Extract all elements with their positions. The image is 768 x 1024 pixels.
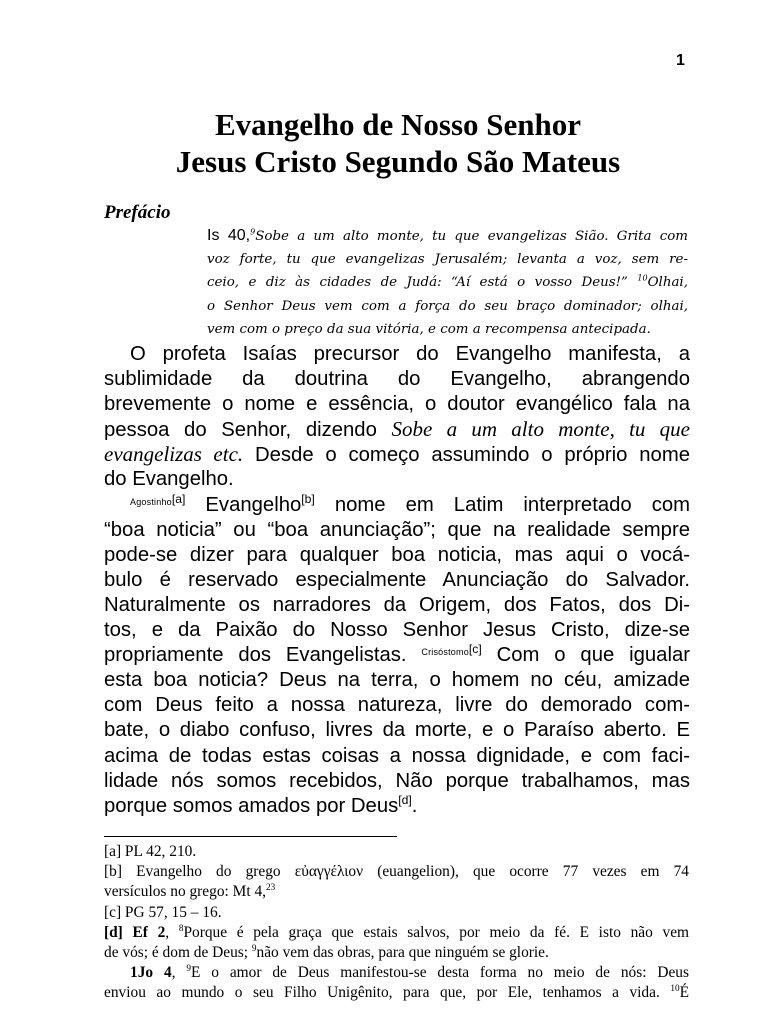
- body-text: [104, 342, 690, 819]
- body-text-span: esta boa noticia? Deus na terra, o homem no céu, amizade: [104, 669, 690, 692]
- footnote-b: [104, 862, 689, 882]
- footnote-ref-a[interactable]: [a]: [171, 491, 186, 506]
- verse-number: 9: [250, 227, 256, 237]
- body-text-span: sublimidade da doutrina do Evangelho, abrangendo: [104, 368, 690, 391]
- body-text-span: pode-se dizer para qualquer boa noticia, mas aqui o vocá-: [104, 543, 690, 566]
- verse-number: 23: [266, 882, 276, 893]
- body-line: [104, 618, 690, 643]
- body-line: [104, 744, 690, 769]
- epigraph-text: o Senhor Deus vem com a força do seu braço dominador; olhai,: [207, 298, 688, 314]
- verse-number: 9: [186, 963, 192, 973]
- body-line: [104, 417, 690, 442]
- body-line: [104, 769, 690, 794]
- footnote-text: E o amor de Deus manifestou-se desta forma no meio de nós: Deus: [191, 964, 689, 982]
- footnote-text: [c] PG 57, 15 – 16.: [104, 903, 222, 921]
- footnote-text: ,: [165, 923, 170, 941]
- verse-number: 10: [637, 273, 648, 283]
- inline-quote: evangelizas etc.: [104, 442, 244, 467]
- author-tag-crisostomo: Crisóstomo: [421, 647, 469, 658]
- body-text-span: “boa noticia” ou “boa anunciação”; que na realidade sempre: [104, 518, 690, 541]
- body-text-span: acima de todas estas coisas a nossa dignidade, e com faci-: [104, 744, 690, 767]
- footnote-divider: [104, 836, 397, 837]
- body-text-span: propriamente dos Evangelistas.: [104, 644, 407, 667]
- footnote-d: [104, 923, 689, 943]
- body-line: [104, 342, 690, 367]
- body-text-span: porque somos amados por Deus: [104, 794, 399, 817]
- document-title: [0, 106, 768, 180]
- body-line: [104, 643, 690, 668]
- body-line: [104, 693, 690, 718]
- footnote-text: ,: [171, 964, 176, 982]
- epigraph-line: [207, 248, 688, 272]
- footnote-a: [104, 842, 689, 862]
- footnote-text: [a] PL 42, 210.: [104, 843, 197, 860]
- footnote-text: É: [679, 984, 689, 1002]
- scripture-reference: Is 40,: [207, 227, 251, 244]
- verse-number: 9: [251, 942, 257, 953]
- body-text-span: Naturalmente os narradores da Origem, dos Fatos, dos Di-: [104, 593, 690, 616]
- body-text-span: com Deus feito a nossa natureza, livre do demorado com-: [104, 694, 690, 717]
- epigraph-line: [207, 318, 688, 342]
- body-text-span: Desde o começo assumindo o próprio nome: [254, 444, 691, 467]
- body-line: [104, 518, 690, 543]
- author-tag-agostinho: Agostinho: [130, 496, 172, 507]
- verse-number: 10: [670, 983, 680, 994]
- page-number: 1: [676, 52, 685, 69]
- footnote-c: [104, 903, 689, 923]
- body-line: [104, 442, 690, 467]
- body-text-span: .: [411, 794, 418, 817]
- footnote-ref-b[interactable]: [b]: [301, 491, 315, 506]
- section-heading: Prefácio: [104, 202, 171, 223]
- footnote-ref-d[interactable]: [d]: [398, 792, 412, 807]
- epigraph-line: [207, 295, 688, 319]
- epigraph-text: voz forte, tu que evangelizas Jerusalém; levanta a voz, sem re-: [207, 251, 688, 267]
- body-line: [104, 794, 690, 819]
- footnote-text: de vós; é dom de Deus;: [104, 943, 249, 961]
- footnote-b-cont: [104, 882, 689, 902]
- body-line: [104, 367, 690, 392]
- epigraph-line: [207, 224, 688, 248]
- footnote-label: [d]: [104, 923, 123, 941]
- body-line: [104, 668, 690, 693]
- body-line: [104, 493, 690, 518]
- verse-number: 8: [178, 922, 184, 933]
- title-line-1: Evangelho de Nosso Senhor: [214, 107, 582, 142]
- scripture-reference: 1Jo 4: [130, 964, 172, 982]
- body-text-span: Evangelho: [205, 493, 302, 516]
- body-line: [104, 568, 690, 593]
- epigraph-text: ceio, e diz às cidades de Judá: “Aí está o vosso Deus!”: [207, 275, 628, 290]
- body-text-span: Com o que igualar: [496, 644, 690, 667]
- body-text-span: nome em Latim interpretado com: [334, 493, 691, 516]
- footnote-e: [104, 963, 689, 983]
- scripture-reference: Ef 2: [132, 923, 166, 941]
- footnote-ref-c[interactable]: [c]: [468, 642, 482, 657]
- body-text-span: lidade nós somos recebidos, Não porque trabalhamos, mas: [104, 769, 690, 792]
- footnote-text: versículos no grego: Mt 4,: [104, 883, 267, 901]
- inline-quote: Sobe a um alto monte, tu que: [391, 417, 690, 442]
- footnote-d-cont: [104, 943, 689, 963]
- epigraph-line: [207, 271, 688, 295]
- epigraph-text: vem com o preço da sua vitória, e com a recompensa antecipada.: [207, 322, 651, 337]
- body-text-span: bate, o diabo confuso, livres da morte, e o Paraíso aberto. E: [104, 719, 690, 742]
- epigraph-quote: [207, 224, 688, 342]
- body-line: [104, 543, 690, 568]
- body-text-span: brevemente o nome e essência, o doutor evangélico fala na: [104, 393, 690, 416]
- footnote-text: Porque é pela graça que estais salvos, por meio da fé. E isto não vem: [183, 923, 689, 941]
- body-text-span: do Evangelho.: [104, 468, 234, 491]
- footnotes: [104, 842, 689, 1004]
- body-text-span: pessoa do Senhor, dizendo: [104, 419, 377, 442]
- title-line-2: Jesus Cristo Segundo São Mateus: [175, 144, 621, 179]
- epigraph-text: Olhai,: [647, 275, 688, 290]
- footnote-e-cont: [104, 983, 689, 1003]
- body-line: [104, 392, 690, 417]
- body-line: [104, 593, 690, 618]
- body-text-span: bulo é reservado especialmente Anunciação do Salvador.: [104, 568, 690, 591]
- body-line: [104, 718, 690, 743]
- footnote-text: não vem das obras, para que ninguém se glorie.: [256, 943, 549, 961]
- epigraph-text: Sobe a um alto monte, tu que evangelizas Sião. Grita com: [255, 229, 688, 244]
- body-text-span: O profeta Isaías precursor do Evangelho manifesta, a: [130, 343, 690, 365]
- footnote-text: [b] Evangelho do grego εὐαγγέλιον (euangelion), que ocorre 77 vezes em 74: [104, 863, 689, 881]
- footnote-text: enviou ao mundo o seu Filho Unigênito, para que, por Ele, tenhamos a vida.: [104, 984, 660, 1002]
- body-line: [104, 467, 690, 492]
- body-text-span: tos, e da Paixão do Nosso Senhor Jesus Cristo, dize-se: [104, 619, 690, 642]
